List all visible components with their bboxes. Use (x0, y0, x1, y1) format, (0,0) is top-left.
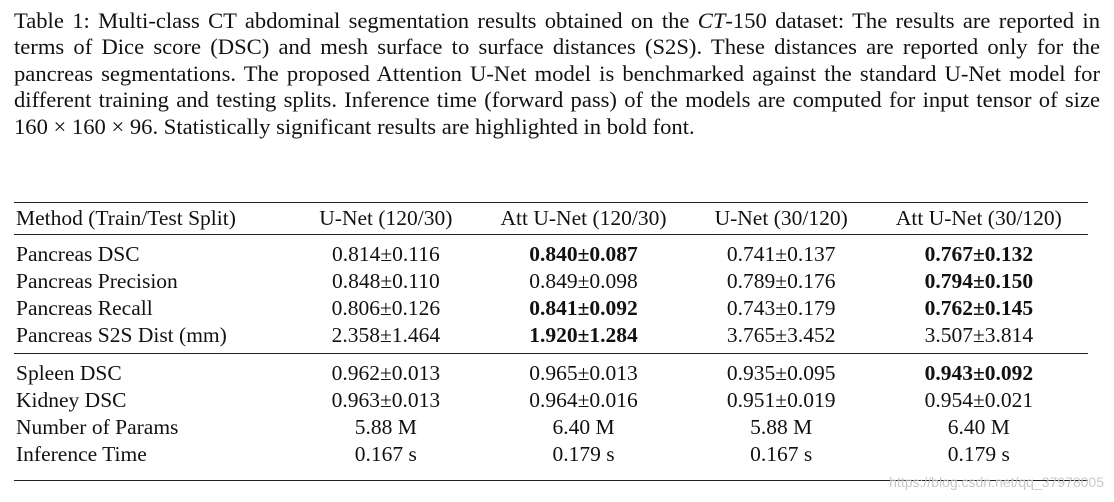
table-row (14, 235, 1088, 269)
table-cell: 0.741±0.137 (726, 242, 836, 266)
header-method: Method (Train/Test Split) (16, 206, 236, 230)
row-label: Pancreas Recall (16, 296, 153, 320)
header-unet-120-30: U-Net (120/30) (319, 206, 453, 230)
table-cell: 0.841±0.092 (529, 296, 638, 320)
table-cell: 3.765±3.452 (726, 323, 836, 347)
table-cell: 0.954±0.021 (924, 388, 1034, 412)
row-label: Kidney DSC (16, 388, 127, 412)
row-label: Number of Params (16, 415, 179, 439)
row-label: Spleen DSC (16, 361, 122, 385)
watermark: https://blog.csdn.net/qq_37978005 (889, 474, 1104, 490)
table-cell: 0.167 s (354, 442, 417, 466)
table-cell: 2.358±1.464 (331, 323, 441, 347)
table-cell: 5.88 M (354, 415, 417, 439)
table-cell: 0.849±0.098 (529, 269, 638, 293)
table-cell: 0.762±0.145 (924, 296, 1034, 320)
table-cell: 0.806±0.126 (331, 296, 441, 320)
table-row (14, 387, 1088, 414)
row-label: Inference Time (16, 442, 147, 466)
table-cell: 6.40 M (947, 415, 1010, 439)
table-cell: 0.840±0.087 (529, 242, 638, 266)
caption-text-2: -150 dataset: The results are reported in terms of Dice score (DSC) and mesh surface to surface distances (S2S). These distances are reported only for the pancreas segmentations. The proposed Attention U-Net model is benchmarked against the standard U-Net model for different training and testing splits. Inference time (forward pass) of the models are computed for input tensor of size (14, 8, 1100, 113)
table-cell: 0.951±0.019 (726, 388, 836, 412)
table-cell: 0.963±0.013 (331, 388, 441, 412)
table-cell: 0.943±0.092 (924, 361, 1034, 385)
header-row (14, 202, 1088, 235)
other-organs-block (14, 354, 1088, 475)
caption-text-3: . Statistically significant results are highlighted in bold font. (152, 113, 695, 139)
header-attunet-120-30: Att U-Net (120/30) (500, 206, 667, 230)
table-cell: 0.179 s (947, 442, 1010, 466)
dataset-name: CT (697, 8, 726, 33)
table-cell: 0.167 s (750, 442, 813, 466)
table-cell: 0.962±0.013 (331, 361, 441, 385)
row-label: Pancreas Precision (16, 269, 178, 293)
header-unet-30-120: U-Net (30/120) (714, 206, 848, 230)
table-cell: 0.814±0.116 (331, 242, 440, 266)
table-cell: 6.40 M (552, 415, 615, 439)
table-cell: 0.935±0.095 (726, 361, 836, 385)
table-cell: 0.965±0.013 (529, 361, 638, 385)
row-label: Pancreas DSC (16, 242, 140, 266)
table-cell: 0.767±0.132 (924, 242, 1034, 266)
table-cell: 5.88 M (750, 415, 813, 439)
table-cell: 0.794±0.150 (924, 269, 1034, 293)
table-cell: 0.848±0.110 (331, 269, 440, 293)
table-row (14, 441, 1088, 474)
table-cell: 1.920±1.284 (529, 323, 638, 347)
results-table (14, 202, 1088, 474)
table-caption (14, 8, 1100, 140)
table-cell: 0.179 s (552, 442, 615, 466)
row-label: Pancreas S2S Dist (mm) (16, 323, 227, 347)
table-row (14, 414, 1088, 441)
table-cell: 0.789±0.176 (726, 269, 836, 293)
table-row (14, 295, 1088, 322)
caption-text-1: Table 1: Multi-class CT abdominal segmentation results obtained on the (14, 8, 698, 33)
table-cell: 0.964±0.016 (529, 388, 638, 412)
pancreas-block (14, 235, 1088, 354)
header-attunet-30-120: Att U-Net (30/120) (895, 206, 1062, 230)
table-row (14, 322, 1088, 354)
table-row (14, 268, 1088, 295)
tensor-size: 160 × 160 × 96 (14, 113, 153, 139)
table-cell: 3.507±3.814 (924, 323, 1034, 347)
table-cell: 0.743±0.179 (726, 296, 836, 320)
table-row (14, 354, 1088, 388)
